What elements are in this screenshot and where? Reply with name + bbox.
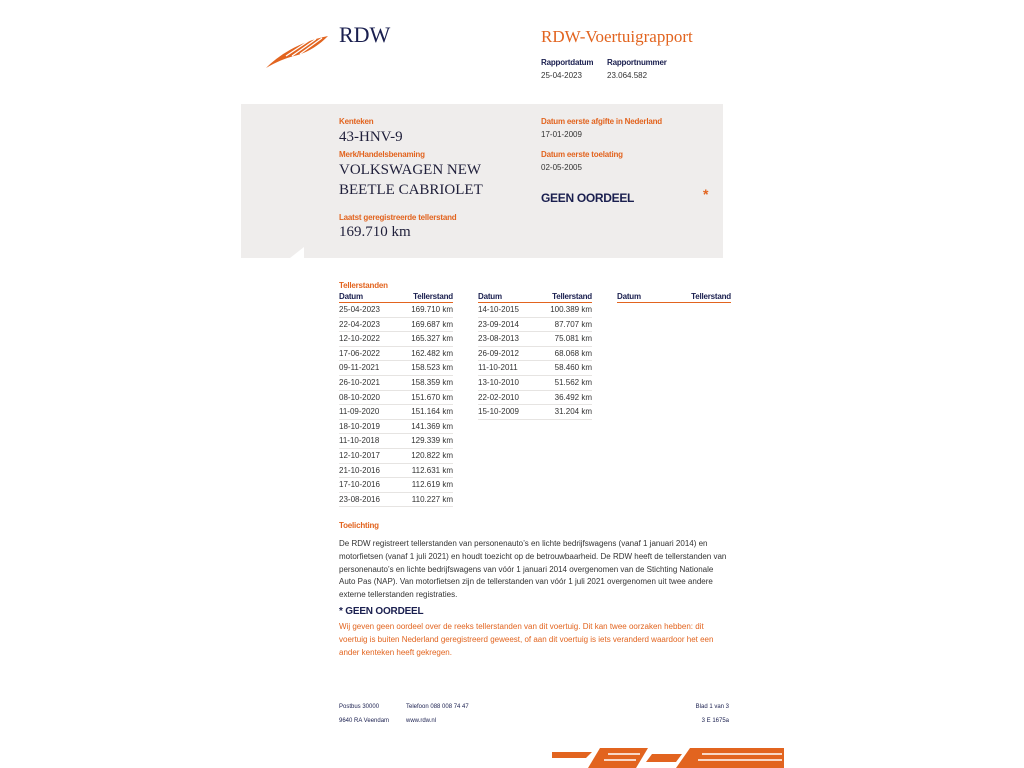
reading-value: 100.389 km (550, 305, 592, 314)
reading-value: 120.822 km (411, 450, 453, 460)
table-row (478, 303, 592, 318)
decorative-stripes-icon (552, 748, 784, 768)
reading-value: 36.492 km (554, 392, 592, 402)
first-admission-label: Datum eerste toelating (541, 150, 623, 159)
table-header (617, 292, 731, 303)
reading-date: 11-10-2018 (339, 436, 380, 446)
col-date-header: Datum (339, 292, 363, 301)
col-value-header: Tellerstand (552, 292, 592, 301)
reading-date: 23-08-2013 (478, 334, 519, 344)
first-nl-label: Datum eerste afgifte in Nederland (541, 117, 662, 126)
report-date-value: 25-04-2023 (541, 71, 582, 80)
readings-table-1 (339, 292, 453, 507)
table-row (478, 391, 592, 406)
table-row (339, 493, 453, 508)
table-row (339, 361, 453, 376)
reading-date: 08-10-2020 (339, 392, 380, 402)
col-value-header: Tellerstand (691, 292, 731, 301)
reading-date: 11-10-2011 (478, 363, 518, 373)
footer-code: 3 E 1675a (701, 718, 729, 724)
vehicle-panel (241, 104, 723, 258)
reading-value: 169.710 km (411, 305, 453, 314)
table-row (339, 303, 453, 318)
plate-value: 43-HNV-9 (339, 129, 403, 145)
table-row (478, 347, 592, 362)
reading-value: 112.631 km (411, 465, 453, 475)
readings-table-2 (478, 292, 592, 420)
odometer-value: 169.710 km (339, 224, 411, 240)
table-row (478, 318, 592, 333)
col-date-header: Datum (478, 292, 502, 301)
reading-value: 158.359 km (411, 377, 453, 387)
footer-city: 9640 RA Veendam (339, 718, 390, 724)
table-row (339, 391, 453, 406)
readings-table-3 (617, 292, 731, 303)
reading-value: 158.523 km (411, 363, 453, 373)
no-verdict-text: Wij geven geen oordeel over de reeks tellerstanden van dit voertuig. Dit kan twee oorzaken hebben: dit voertuig is buiten Nederland geregistreerd geweest, of aan dit voertuig is iets veranderd waardoor het een ander kenteken heeft gekregen. (339, 622, 714, 657)
footer-page: Blad 1 van 3 (695, 704, 729, 710)
table-row (339, 434, 453, 449)
table-row (339, 405, 453, 420)
reading-date: 14-10-2015 (478, 305, 519, 314)
footer-web[interactable]: www.rdw.nl (406, 718, 437, 724)
panel-tab (241, 247, 301, 258)
table-row (339, 449, 453, 464)
make-line-1: VOLKSWAGEN NEW (339, 162, 482, 178)
table-row (478, 376, 592, 391)
reading-date: 18-10-2019 (339, 421, 380, 431)
reading-date: 17-10-2016 (339, 480, 380, 490)
no-verdict-title: * GEEN OORDEEL (339, 606, 424, 617)
reading-value: 151.670 km (411, 392, 453, 402)
reading-date: 26-09-2012 (478, 348, 519, 358)
table-row (339, 420, 453, 435)
reading-value: 129.339 km (411, 436, 453, 446)
report-title: RDW-Voertuigrapport (541, 27, 693, 46)
report-number-label: Rapportnummer (607, 58, 667, 67)
verdict-marker: * (703, 186, 709, 202)
reading-value: 110.227 km (411, 494, 453, 504)
reading-date: 26-10-2021 (339, 377, 380, 387)
table-row (339, 347, 453, 362)
table-row (339, 464, 453, 479)
footer-postbus: Postbus 30000 (339, 704, 380, 710)
table-row (478, 332, 592, 347)
report-number (607, 58, 667, 80)
reading-date: 13-10-2010 (478, 377, 519, 387)
reading-date: 21-10-2016 (339, 465, 380, 475)
table-row (339, 376, 453, 391)
report-date (541, 58, 593, 80)
logo-text: RDW (339, 22, 391, 47)
reading-date: 12-10-2022 (339, 334, 380, 344)
table-row (478, 361, 592, 376)
odometer-label: Laatst geregistreerde tellerstand (339, 213, 457, 222)
reading-value: 68.068 km (554, 348, 592, 358)
table-header (478, 292, 592, 303)
table-row (478, 405, 592, 420)
reading-date: 09-11-2021 (339, 363, 380, 373)
explanation-text: De RDW registreert tellerstanden van personenauto’s en lichte bedrijfswagens (vanaf 1 januari 2014) en motorfietsen (vanaf 1 juli 2021) en houdt toezicht op de betrouwbaarheid. De RDW heeft de tellerstanden van personenauto’s en lichte bedrijfswagens van vóór 1 januari 2014 overgenomen van de Stichting Nationale Auto Pas (NAP). Van motorfietsen zijn de tellerstanden van vóór 1 juli 2021 overgenomen uit twee andere externe tellerstanden registraties. (339, 539, 727, 600)
col-value-header: Tellerstand (413, 292, 453, 301)
reading-value: 87.707 km (554, 319, 592, 329)
footer-phone: Telefoon 088 008 74 47 (406, 704, 469, 710)
reading-value: 31.204 km (554, 407, 592, 417)
reading-date: 22-02-2010 (478, 392, 519, 402)
reading-value: 112.619 km (411, 480, 453, 490)
reading-value: 165.327 km (411, 334, 453, 344)
reading-date: 17-06-2022 (339, 348, 380, 358)
reading-date: 23-09-2014 (478, 319, 519, 329)
first-nl-value: 17-01-2009 (541, 130, 582, 139)
reading-date: 15-10-2009 (478, 407, 519, 417)
table-row (339, 478, 453, 493)
reading-date: 23-08-2016 (339, 494, 380, 504)
table-header (339, 292, 453, 303)
report-number-value: 23.064.582 (607, 71, 648, 80)
reading-value: 162.482 km (411, 348, 453, 358)
table-row (339, 318, 453, 333)
reading-value: 141.369 km (411, 421, 453, 431)
col-date-header: Datum (617, 292, 641, 301)
first-admission-value: 02-05-2005 (541, 163, 582, 172)
reading-date: 22-04-2023 (339, 319, 380, 329)
plate-label: Kenteken (339, 117, 374, 126)
make-label: Merk/Handelsbenaming (339, 150, 425, 159)
reading-value: 75.081 km (554, 334, 592, 344)
explanation-title: Toelichting (339, 521, 379, 530)
reading-value: 58.460 km (554, 363, 592, 373)
reading-value: 169.687 km (411, 319, 453, 329)
make-line-2: BEETLE CABRIOLET (339, 182, 483, 198)
rdw-logo-icon (264, 34, 330, 70)
reading-value: 151.164 km (411, 407, 453, 417)
reading-date: 25-04-2023 (339, 305, 380, 314)
verdict-text: GEEN OORDEEL (541, 191, 635, 205)
reading-date: 11-09-2020 (339, 407, 380, 417)
report-date-label: Rapportdatum (541, 58, 594, 67)
reading-date: 12-10-2017 (339, 450, 380, 460)
readings-title: Tellerstanden (339, 281, 388, 290)
reading-value: 51.562 km (554, 377, 592, 387)
table-row (339, 332, 453, 347)
